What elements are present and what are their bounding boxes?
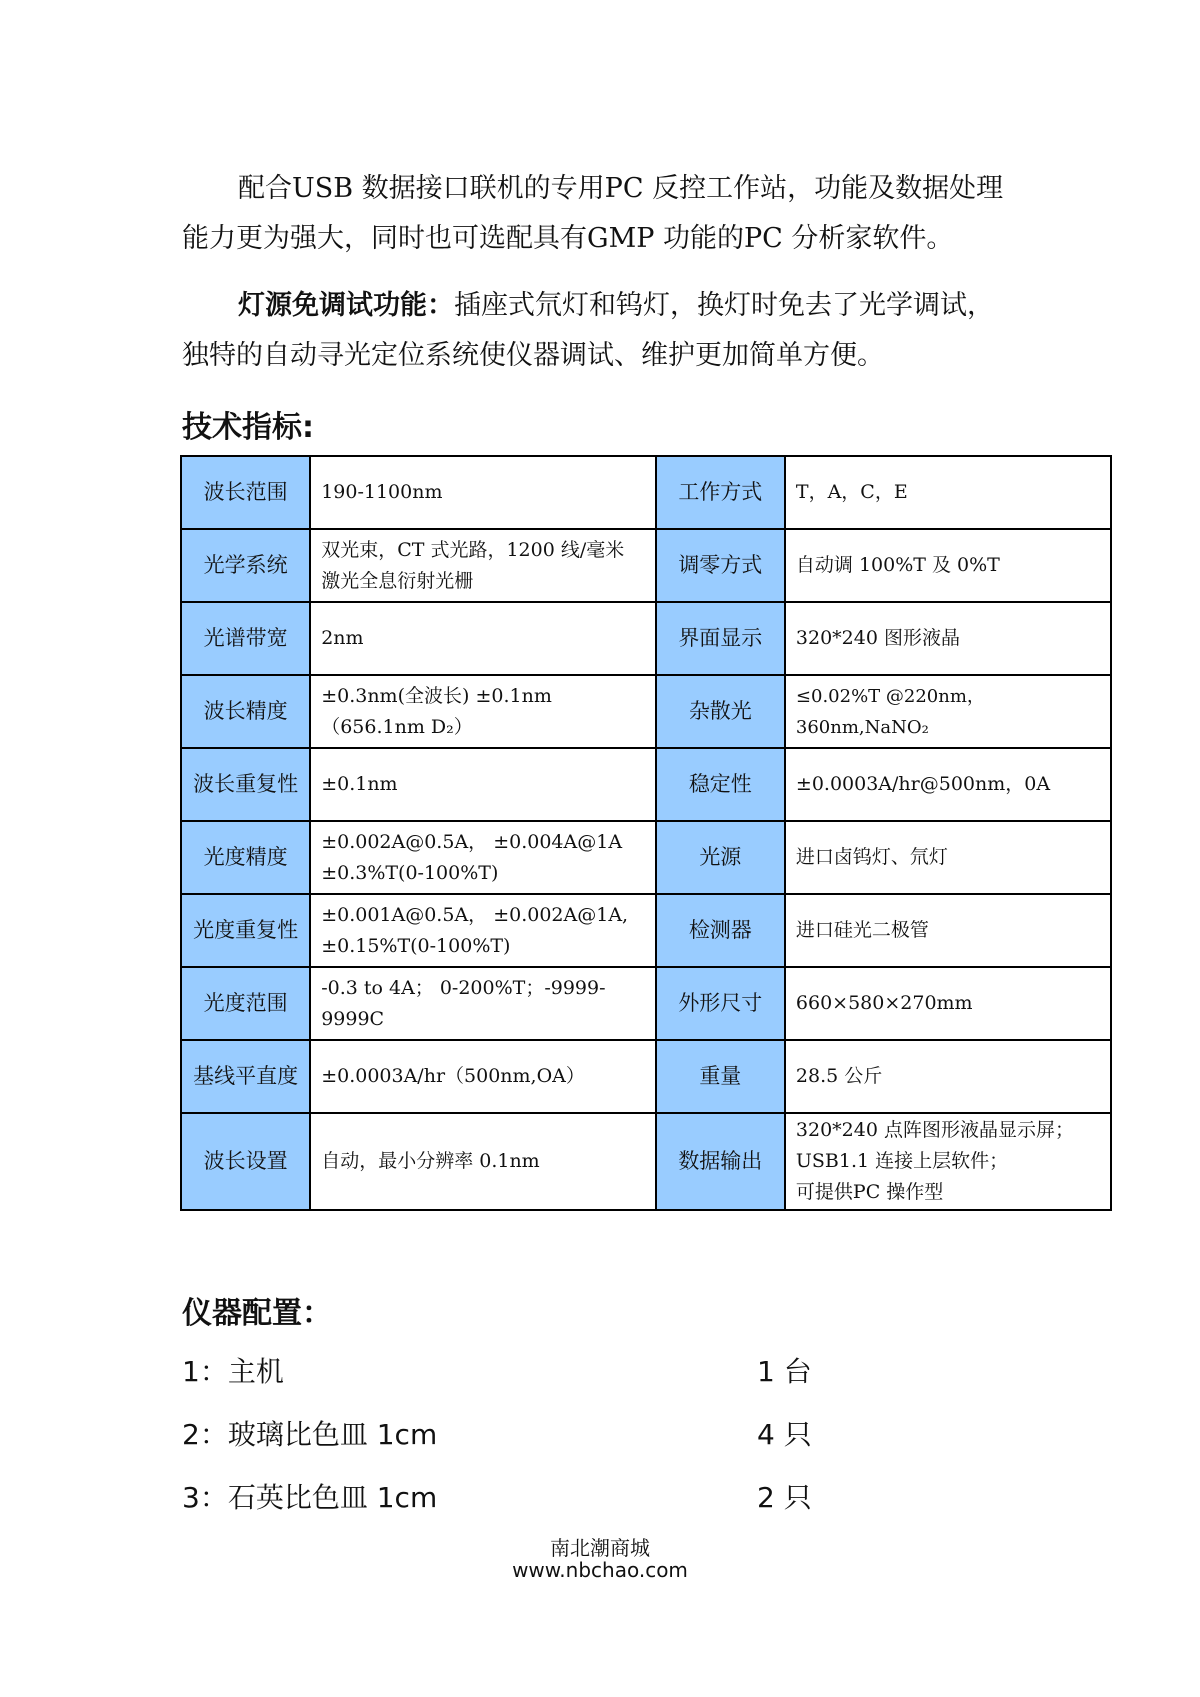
spec-label: 检测器 bbox=[656, 894, 785, 967]
spec-value: ±0.0003A/hr（500nm,OA） bbox=[310, 1040, 656, 1113]
spec-label: 工作方式 bbox=[656, 456, 785, 529]
config-item-quantity: 1 台 bbox=[757, 1355, 812, 1388]
spec-value: 190-1100nm bbox=[310, 456, 656, 529]
spec-label: 波长设置 bbox=[181, 1113, 310, 1210]
spec-label: 光学系统 bbox=[181, 529, 310, 602]
table-row bbox=[181, 967, 1111, 1040]
spec-label: 调零方式 bbox=[656, 529, 785, 602]
spec-value: 进口卤钨灯、氘灯 bbox=[785, 821, 1111, 894]
table-row bbox=[181, 821, 1111, 894]
table-row bbox=[181, 748, 1111, 821]
spec-label: 界面显示 bbox=[656, 602, 785, 675]
config-heading: 仪器配置： bbox=[182, 1296, 332, 1331]
table-row bbox=[181, 602, 1111, 675]
spec-value: T，A，C，E bbox=[785, 456, 1111, 529]
footer-site-name: 南北潮商城 bbox=[550, 1536, 650, 1560]
spec-value: 660×580×270mm bbox=[785, 967, 1111, 1040]
table-row bbox=[181, 529, 1111, 602]
spec-value: 28.5 公斤 bbox=[785, 1040, 1111, 1113]
spec-value: 自动，最小分辨率 0.1nm bbox=[310, 1113, 656, 1210]
spec-label: 重量 bbox=[656, 1040, 785, 1113]
spec-value: ±0.002A@0.5A， ±0.004A@1A ±0.3%T(0-100%T) bbox=[310, 821, 656, 894]
intro-p1-line1: 配合USB 数据接口联机的专用PC 反控工作站，功能及数据处理 bbox=[238, 173, 1004, 204]
spec-label: 波长重复性 bbox=[181, 748, 310, 821]
spec-label: 光源 bbox=[656, 821, 785, 894]
config-item-number: 3： bbox=[182, 1481, 228, 1514]
intro-p2-line2: 独特的自动寻光定位系统使仪器调试、维护更加简单方便。 bbox=[182, 340, 884, 371]
table-row bbox=[181, 1113, 1111, 1210]
spec-value: ±0.3nm(全波长) ±0.1nm （656.1nm D₂） bbox=[310, 675, 656, 748]
spec-label: 光度重复性 bbox=[181, 894, 310, 967]
spec-value: 进口硅光二极管 bbox=[785, 894, 1111, 967]
config-item-quantity: 4 只 bbox=[757, 1418, 812, 1451]
intro-p1-line2: 能力更为强大，同时也可选配具有GMP 功能的PC 分析家软件。 bbox=[182, 223, 954, 254]
lamp-feature-title: 灯源免调试功能： bbox=[238, 290, 454, 321]
spec-value: ±0.1nm bbox=[310, 748, 656, 821]
spec-value: 320*240 点阵图形液晶显示屏； USB1.1 连接上层软件； 可提供PC 操作型 bbox=[785, 1113, 1111, 1210]
config-item-name: 石英比色皿 1cm bbox=[227, 1481, 438, 1514]
config-item-name: 主机 bbox=[227, 1355, 284, 1388]
spec-value: ±0.001A@0.5A， ±0.002A@1A, ±0.15%T(0-100%T) bbox=[310, 894, 656, 967]
spec-label: 波长精度 bbox=[181, 675, 310, 748]
table-row bbox=[181, 894, 1111, 967]
list-item bbox=[182, 1350, 812, 1390]
spec-value: -0.3 to 4A； 0-200%T；-9999-9999C bbox=[310, 967, 656, 1040]
spec-value: 320*240 图形液晶 bbox=[785, 602, 1111, 675]
config-item-number: 1： bbox=[182, 1355, 228, 1388]
spec-label: 稳定性 bbox=[656, 748, 785, 821]
spec-label: 数据输出 bbox=[656, 1113, 785, 1210]
spec-label: 光谱带宽 bbox=[181, 602, 310, 675]
spec-label: 杂散光 bbox=[656, 675, 785, 748]
config-item-number: 2： bbox=[182, 1418, 228, 1451]
spec-value: ≤0.02%T @220nm，360nm,NaNO₂ bbox=[785, 675, 1111, 748]
spec-value: 双光束，CT 式光路，1200 线/毫米 激光全息衍射光栅 bbox=[310, 529, 656, 602]
spec-heading: 技术指标: bbox=[182, 410, 314, 445]
spec-value: 2nm bbox=[310, 602, 656, 675]
spec-table bbox=[180, 455, 1112, 1211]
table-row bbox=[181, 675, 1111, 748]
spec-label: 基线平直度 bbox=[181, 1040, 310, 1113]
config-item-quantity: 2 只 bbox=[757, 1481, 812, 1514]
spec-label: 光度精度 bbox=[181, 821, 310, 894]
spec-value: 自动调 100%T 及 0%T bbox=[785, 529, 1111, 602]
config-item-name: 玻璃比色皿 1cm bbox=[227, 1418, 438, 1451]
footer-url[interactable]: www.nbchao.com bbox=[512, 1558, 688, 1582]
spec-label: 波长范围 bbox=[181, 456, 310, 529]
table-row bbox=[181, 1040, 1111, 1113]
spec-value: ±0.0003A/hr@500nm，0A bbox=[785, 748, 1111, 821]
intro-paragraph-1 bbox=[182, 164, 1042, 264]
list-item bbox=[182, 1413, 812, 1453]
lamp-feature-text: 插座式氘灯和钨灯，换灯时免去了光学调试， bbox=[454, 290, 994, 321]
spec-label: 光度范围 bbox=[181, 967, 310, 1040]
list-item bbox=[182, 1476, 812, 1516]
spec-label: 外形尺寸 bbox=[656, 967, 785, 1040]
table-row bbox=[181, 456, 1111, 529]
intro-paragraph-2 bbox=[182, 281, 1042, 381]
